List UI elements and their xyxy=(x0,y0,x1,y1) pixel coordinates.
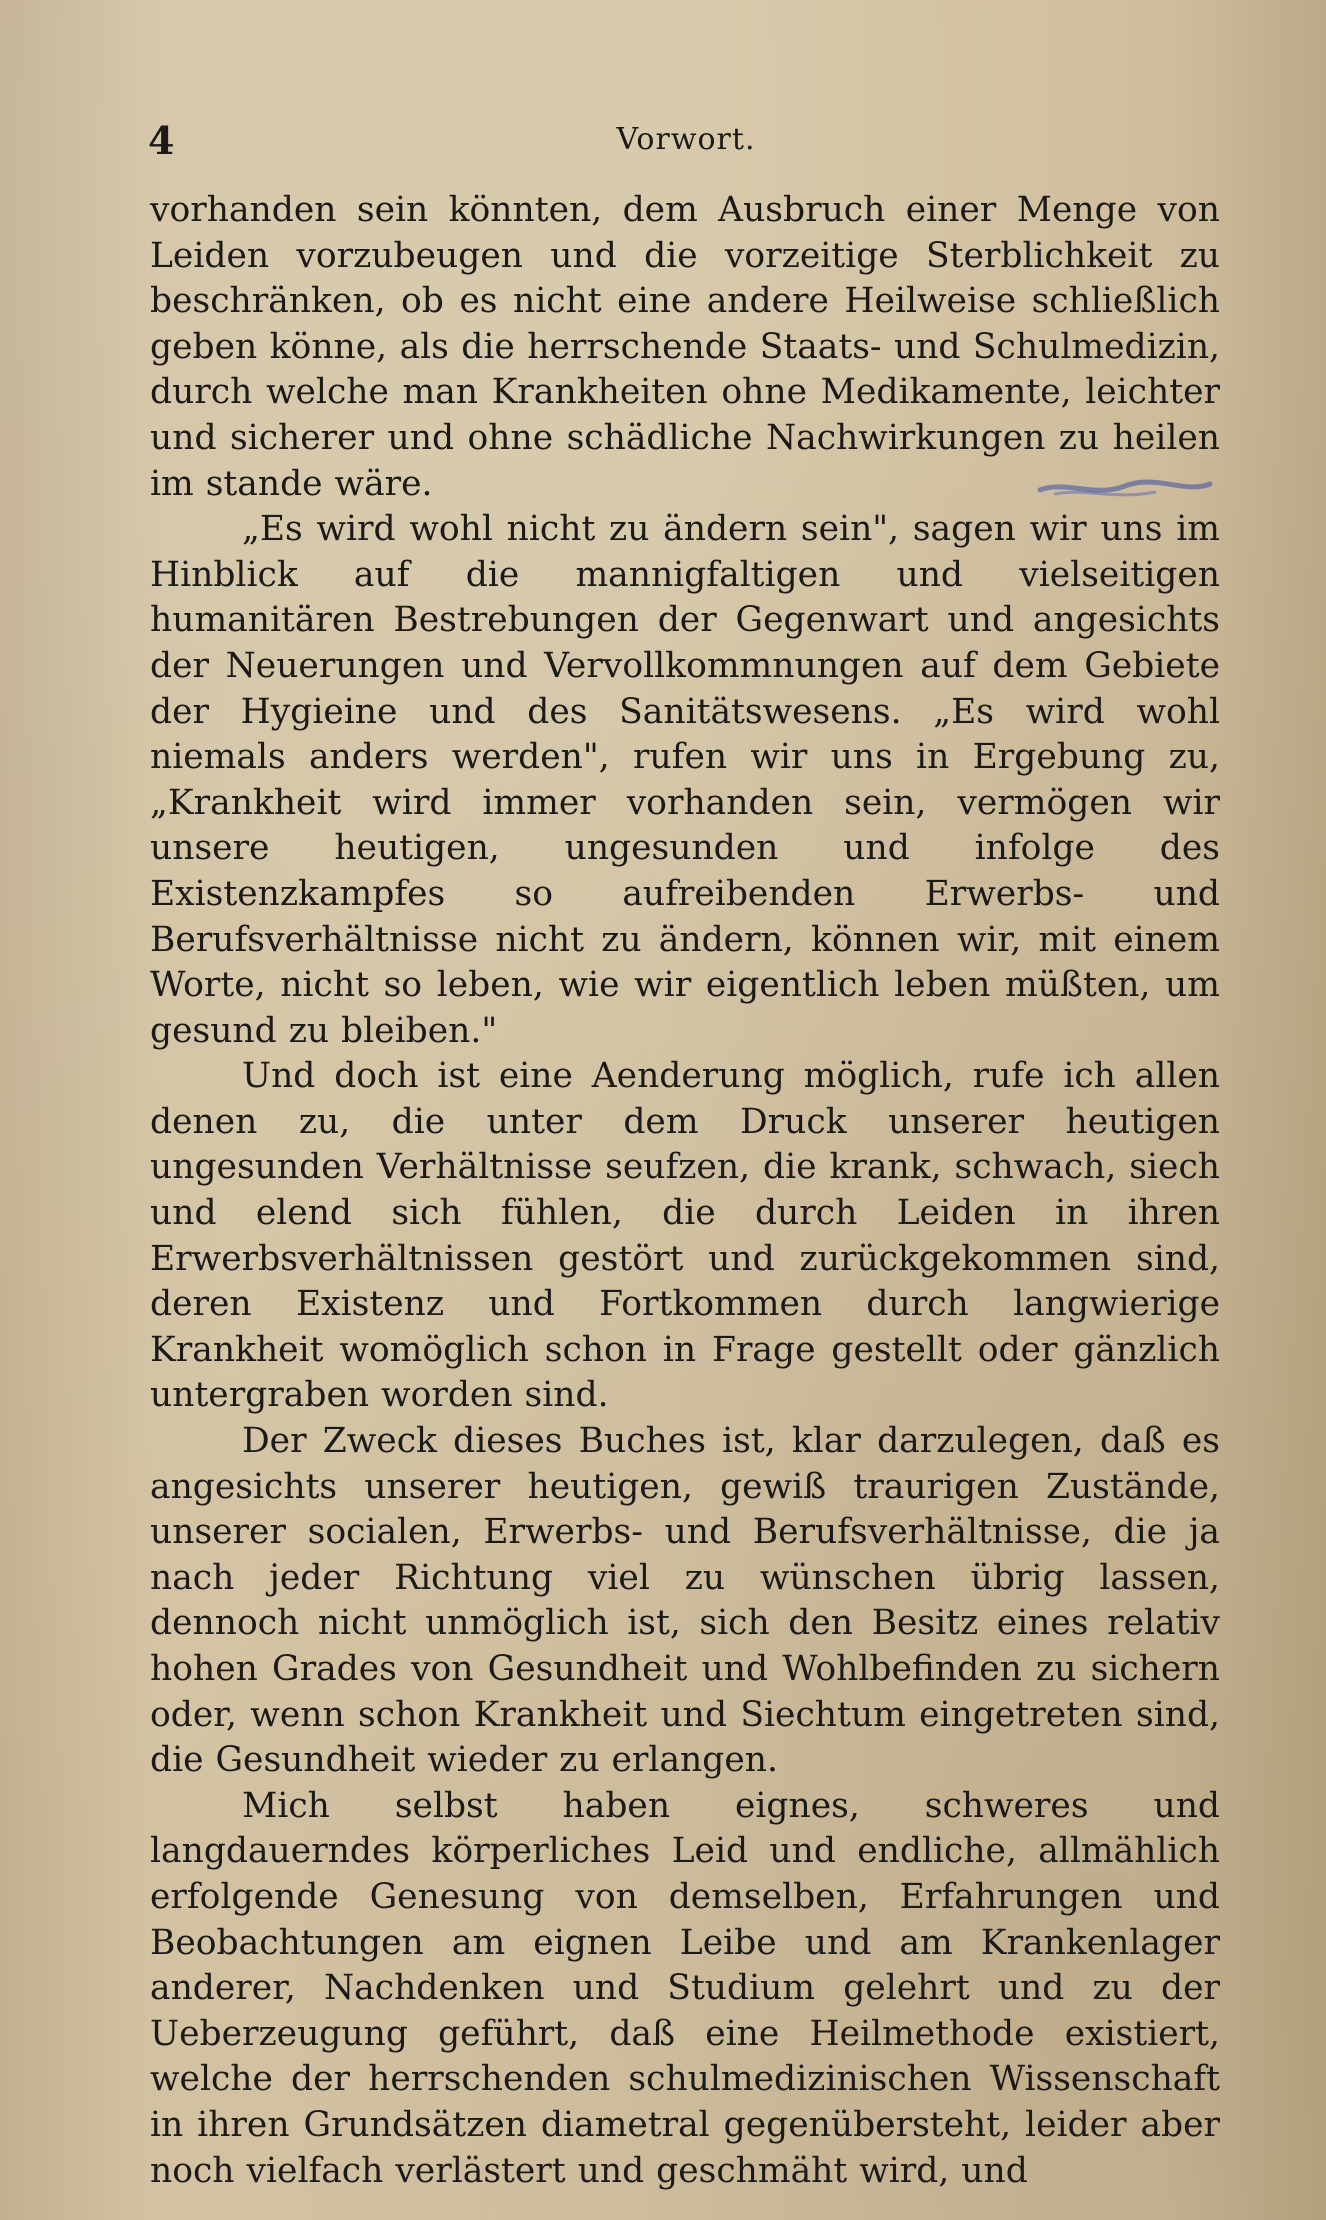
paragraph-1: vorhanden sein könnten, dem Ausbruch einer Menge von Leiden vorzubeugen und die vorzeitige Sterblichkeit zu beschränken, ob es nicht eine andere Heilweise schließlich geben könne, als die herrschende Staats- und Schulmedizin, durch welche man Krankheiten ohne Medikamente, leichter und sicherer und ohne schädliche Nachwirkungen zu heilen im stande wäre. xyxy=(150,190,1220,504)
paragraph-3: Und doch ist eine Aenderung möglich, rufe ich allen denen zu, die unter dem Druck unserer heutigen ungesunden Verhältnisse seufzen, die krank, schwach, siech und elend sich fühlen, die durch Leiden in ihren Erwerbsverhältnissen gestört und zurückgekommen sind, deren Existenz und Fortkommen durch langwierige Krankheit womöglich schon in Frage gestellt oder gänzlich untergraben worden sind. xyxy=(150,1056,1220,1416)
running-title: Vorwort. xyxy=(616,122,756,157)
paragraph-2: „Es wird wohl nicht zu ändern sein", sagen wir uns im Hinblick auf die mannigfaltigen und vielseitigen humanitären Bestrebungen der Gegenwart und angesichts der Neuerungen und Vervollkommnungen auf dem Gebiete der Hygieine und des Sanitätswesens. „Es wird wohl niemals anders werden", rufen wir uns in Ergebung zu, „Krankheit wird immer vorhanden sein, vermögen wir unsere heutigen, ungesunden und infolge des Existenzkampfes so aufreibenden Erwerbs- und Berufsverhältnisse nicht zu ändern, können wir, mit einem Worte, nicht so leben, wie wir eigentlich leben müßten, um gesund zu bleiben." xyxy=(150,509,1220,1051)
paragraph-4: Der Zweck dieses Buches ist, klar darzulegen, daß es angesichts unserer heutigen, gewiß traurigen Zustände, unserer socialen, Erwerbs- und Berufsverhältnisse, die ja nach jeder Richtung viel zu wünschen übrig lassen, dennoch nicht unmöglich ist, sich den Besitz eines relativ hohen Grades von Gesundheit und Wohlbefinden zu sichern oder, wenn schon Krankheit und Siechtum eingetreten sind, die Gesundheit wieder zu erlangen. xyxy=(150,1421,1220,1781)
body-text xyxy=(150,188,1220,2194)
paragraph-5: Mich selbst haben eignes, schweres und langdauerndes körperliches Leid und endliche, allmählich erfolgende Genesung von demselben, Erfahrungen und Beobachtungen am eignen Leibe und am Krankenlager anderer, Nachdenken und Studium gelehrt und zu der Ueberzeugung geführt, daß eine Heilmethode existiert, welche der herrschenden schulmedizinischen Wissenschaft in ihren Grundsätzen diametral gegenübersteht, leider aber noch vielfach verlästert und geschmäht wird, und xyxy=(150,1785,1220,2191)
running-head xyxy=(148,118,1224,178)
page-number: 4 xyxy=(148,118,175,163)
